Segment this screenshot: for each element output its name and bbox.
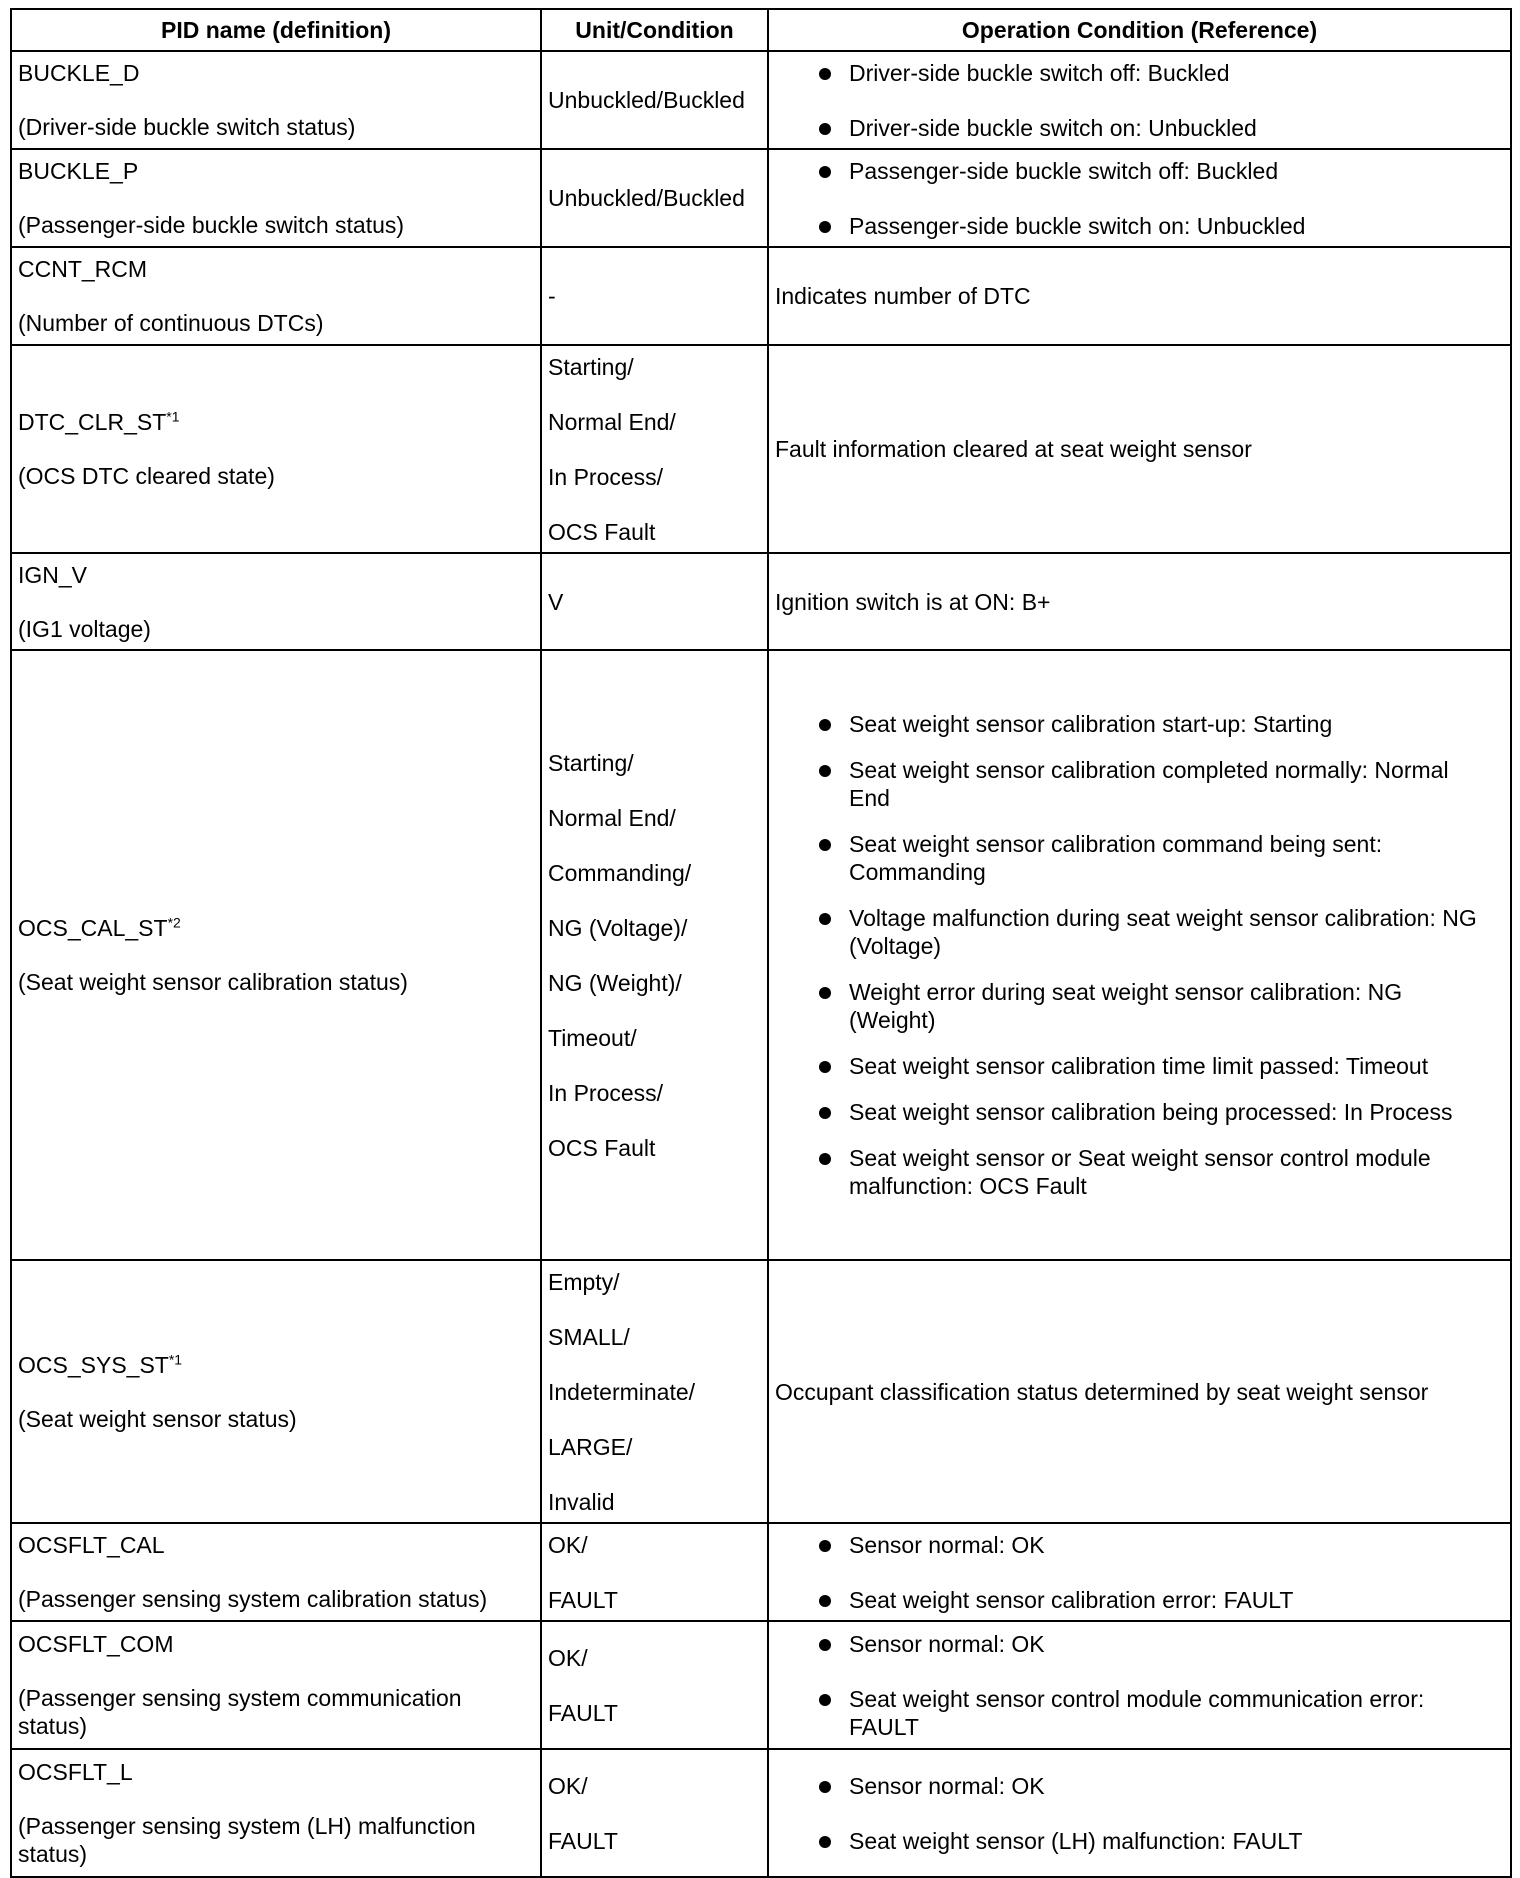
unit-item: In Process/ (548, 463, 664, 490)
pid-name (18, 914, 534, 942)
pid-name: CCNT_RCM (18, 256, 148, 282)
pid-cell (11, 553, 541, 650)
pid-definition: (Driver-side buckle switch status) (18, 114, 356, 140)
condition-cell: Ignition switch is at ON: B+ (768, 553, 1511, 650)
condition-item: Seat weight sensor (LH) malfunction: FAULT (775, 1827, 1504, 1855)
condition-cell: Indicates number of DTC (768, 247, 1511, 345)
unit-item: Commanding/ (548, 859, 692, 886)
unit-item: Starting/ (548, 749, 634, 776)
unit-item: LARGE/ (548, 1433, 633, 1460)
condition-item: Seat weight sensor calibration command being sent: Commanding (775, 830, 1480, 886)
pid-name: OCSFLT_CAL (18, 1532, 165, 1558)
unit-item: Indeterminate/ (548, 1378, 696, 1405)
condition-item: Sensor normal: OK (775, 1630, 1480, 1658)
unit-item: OK/ (548, 1531, 588, 1558)
pid-definition: (OCS DTC cleared state) (18, 463, 275, 489)
pid-cell (11, 345, 541, 553)
footnote-mark: *1 (166, 408, 180, 425)
pid-cell (11, 247, 541, 345)
pid-definition: (Passenger-side buckle switch status) (18, 212, 405, 238)
unit-cell: V (541, 553, 768, 650)
condition-item: Passenger-side buckle switch off: Buckled (775, 157, 1504, 185)
header-row (11, 9, 1511, 51)
unit-cell (541, 1621, 768, 1749)
pid-table (10, 8, 1512, 1878)
table-row (11, 51, 1511, 149)
condition-item: Sensor normal: OK (775, 1772, 1504, 1800)
footnote-mark: *2 (167, 914, 181, 931)
pid-name-text: DTC_CLR_ST (18, 409, 167, 435)
condition-item: Seat weight sensor calibration completed normally: Normal End (775, 756, 1480, 812)
table-row (11, 247, 1511, 345)
condition-cell: Fault information cleared at seat weight sensor (768, 345, 1511, 553)
unit-item: OCS Fault (548, 1134, 656, 1161)
unit-item: FAULT (548, 1699, 618, 1726)
table-row (11, 650, 1511, 1260)
condition-item: Voltage malfunction during seat weight sensor calibration: NG (Voltage) (775, 904, 1480, 960)
table-row (11, 1621, 1511, 1749)
unit-item: Starting/ (548, 353, 634, 380)
unit-cell: - (541, 247, 768, 345)
table-row (11, 1523, 1511, 1621)
condition-item: Driver-side buckle switch off: Buckled (775, 59, 1504, 87)
table-row (11, 149, 1511, 247)
pid-name: BUCKLE_D (18, 60, 140, 86)
condition-cell (768, 1749, 1511, 1877)
pid-name: IGN_V (18, 561, 88, 588)
unit-item: NG (Voltage)/ (548, 914, 688, 941)
condition-item: Passenger-side buckle switch on: Unbuckled (775, 212, 1504, 240)
unit-item: Timeout/ (548, 1024, 637, 1051)
pid-name: OCSFLT_COM (18, 1631, 174, 1657)
pid-definition: (Number of continuous DTCs) (18, 310, 324, 336)
unit-cell (541, 1260, 768, 1523)
condition-item: Seat weight sensor calibration error: FAULT (775, 1586, 1504, 1614)
condition-item: Seat weight sensor control module communication error: FAULT (775, 1685, 1480, 1741)
condition-item: Weight error during seat weight sensor calibration: NG (Weight) (775, 978, 1480, 1034)
unit-item: SMALL/ (548, 1323, 630, 1350)
pid-name-text: OCS_CAL_ST (18, 915, 168, 941)
unit-item: Empty/ (548, 1268, 620, 1295)
pid-definition: (Seat weight sensor calibration status) (18, 969, 408, 995)
pid-name-text: OCS_SYS_ST (18, 1351, 169, 1378)
pid-cell (11, 51, 541, 149)
unit-item: OK/ (548, 1772, 588, 1799)
pid-definition: (Passenger sensing system communication status) (18, 1685, 462, 1739)
footnote-mark: *1 (168, 1350, 183, 1367)
pid-cell (11, 650, 541, 1260)
unit-cell (541, 650, 768, 1260)
condition-cell (768, 51, 1511, 149)
table-row (11, 345, 1511, 553)
pid-definition: (IG1 voltage) (18, 615, 151, 642)
condition-cell (768, 149, 1511, 247)
unit-cell: Unbuckled/Buckled (541, 51, 768, 149)
header-pid: PID name (definition) (11, 9, 541, 51)
unit-cell (541, 1523, 768, 1621)
unit-cell (541, 345, 768, 553)
pid-cell (11, 1523, 541, 1621)
unit-item: In Process/ (548, 1079, 664, 1106)
condition-item: Seat weight sensor calibration start-up: Starting (775, 710, 1480, 738)
condition-item: Seat weight sensor or Seat weight sensor control module malfunction: OCS Fault (775, 1144, 1480, 1200)
pid-name (18, 408, 534, 436)
condition-cell: Occupant classification status determined by seat weight sensor (768, 1260, 1511, 1523)
unit-cell: Unbuckled/Buckled (541, 149, 768, 247)
table-row (11, 1260, 1511, 1523)
pid-cell (11, 1260, 541, 1523)
condition-item: Seat weight sensor calibration being processed: In Process (775, 1098, 1480, 1126)
pid-definition: (Passenger sensing system (LH) malfunction status) (18, 1813, 476, 1867)
unit-item: Normal End/ (548, 804, 676, 831)
pid-definition: (Passenger sensing system calibration status) (18, 1586, 488, 1612)
unit-item: FAULT (548, 1827, 618, 1854)
condition-cell (768, 1523, 1511, 1621)
pid-cell (11, 1621, 541, 1749)
unit-item: FAULT (548, 1586, 618, 1613)
pid-name (18, 1351, 534, 1379)
unit-item: Invalid (548, 1488, 615, 1515)
table-row (11, 553, 1511, 650)
pid-cell (11, 1749, 541, 1877)
unit-item: OK/ (548, 1644, 588, 1671)
pid-name: OCSFLT_L (18, 1759, 133, 1785)
pid-cell (11, 149, 541, 247)
condition-item: Seat weight sensor calibration time limit passed: Timeout (775, 1052, 1480, 1080)
condition-item: Driver-side buckle switch on: Unbuckled (775, 114, 1504, 142)
table-row (11, 1749, 1511, 1877)
unit-item: OCS Fault (548, 518, 656, 545)
header-unit: Unit/Condition (541, 9, 768, 51)
unit-item: NG (Weight)/ (548, 969, 682, 996)
condition-item: Sensor normal: OK (775, 1531, 1504, 1559)
pid-definition: (Seat weight sensor status) (18, 1405, 297, 1432)
pid-name: BUCKLE_P (18, 158, 139, 184)
pid-table-container (10, 8, 1510, 1878)
unit-cell (541, 1749, 768, 1877)
header-operation: Operation Condition (Reference) (768, 9, 1511, 51)
unit-item: Normal End/ (548, 408, 676, 435)
condition-cell (768, 650, 1511, 1260)
condition-cell (768, 1621, 1511, 1749)
